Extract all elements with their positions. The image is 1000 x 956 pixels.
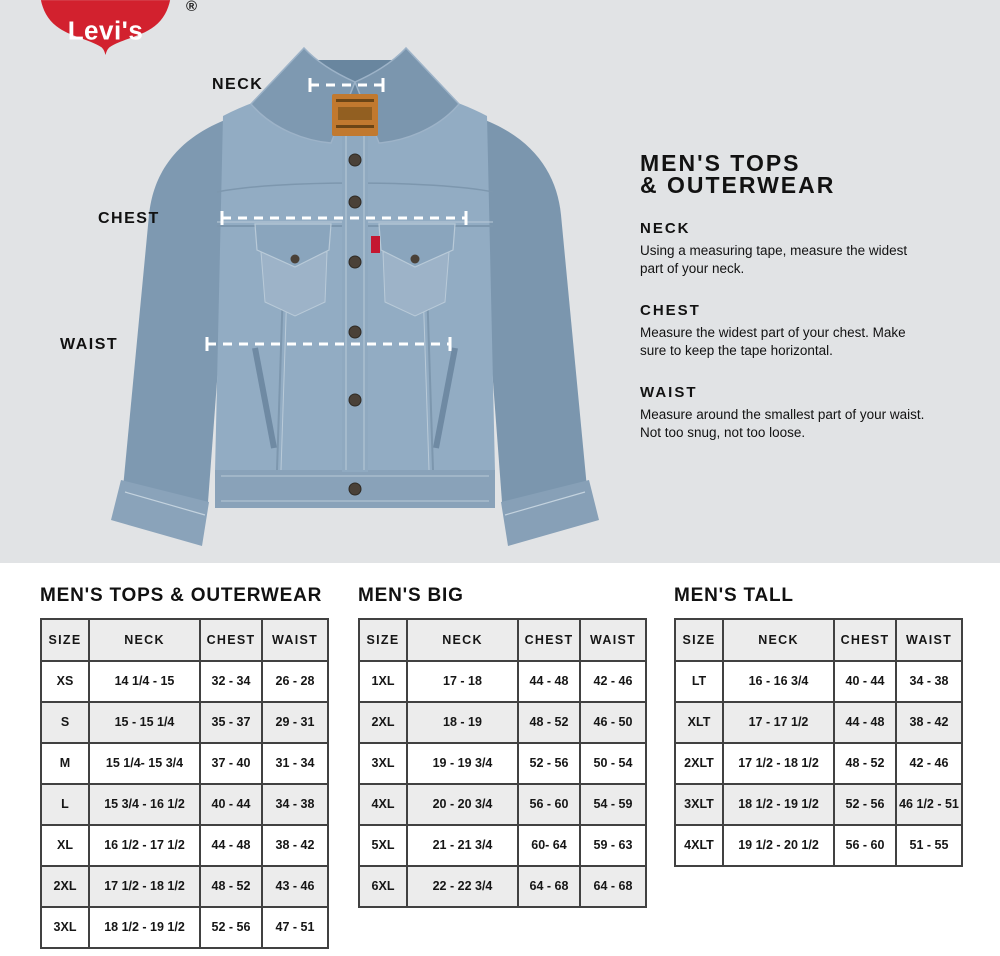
size-row: [359, 743, 646, 784]
table-block-big: [358, 585, 647, 908]
size-cell: 17 - 18: [407, 661, 518, 702]
chest-diagram-label: CHEST: [98, 210, 160, 227]
guide-waist-body: Measure around the smallest part of your waist. Not too snug, not too loose.: [640, 407, 925, 440]
guide-neck-body: Using a measuring tape, measure the widest part of your neck.: [640, 243, 908, 276]
size-cell: 15 1/4- 15 3/4: [89, 743, 200, 784]
size-cell: 22 - 22 3/4: [407, 866, 518, 907]
size-cell: 20 - 20 3/4: [407, 784, 518, 825]
size-cell: XS: [41, 661, 89, 702]
size-row: [359, 825, 646, 866]
waist-diagram-label: WAIST: [60, 336, 119, 353]
size-cell: 52 - 56: [200, 907, 262, 948]
size-cell: 46 1/2 - 51: [896, 784, 962, 825]
column-header: CHEST: [834, 619, 896, 661]
size-cell: 52 - 56: [518, 743, 580, 784]
size-cell: 44 - 48: [518, 661, 580, 702]
size-row: [41, 784, 328, 825]
table-block-tops-outerwear: [40, 585, 329, 949]
size-cell: 5XL: [359, 825, 407, 866]
guide-section-waist: [640, 384, 940, 442]
measuring-guide: [640, 152, 940, 442]
leather-patch-icon: [332, 94, 378, 136]
size-cell: 3XLT: [675, 784, 723, 825]
size-cell: 26 - 28: [262, 661, 328, 702]
size-cell: 43 - 46: [262, 866, 328, 907]
column-header: WAIST: [262, 619, 328, 661]
size-cell: 47 - 51: [262, 907, 328, 948]
size-cell: 48 - 52: [518, 702, 580, 743]
size-cell: 56 - 60: [834, 825, 896, 866]
size-cell: 60- 64: [518, 825, 580, 866]
size-table-tops-outerwear: [40, 618, 329, 949]
size-cell: 48 - 52: [200, 866, 262, 907]
size-cell: 64 - 68: [518, 866, 580, 907]
registered-trademark: ®: [186, 0, 198, 15]
column-header: SIZE: [41, 619, 89, 661]
size-cell: 54 - 59: [580, 784, 646, 825]
size-cell: 34 - 38: [262, 784, 328, 825]
size-cell: XLT: [675, 702, 723, 743]
size-cell: 50 - 54: [580, 743, 646, 784]
size-cell: 64 - 68: [580, 866, 646, 907]
column-header: SIZE: [359, 619, 407, 661]
column-header: NECK: [723, 619, 834, 661]
size-cell: 52 - 56: [834, 784, 896, 825]
header-row: [675, 619, 962, 661]
size-cell: 59 - 63: [580, 825, 646, 866]
guide-waist-heading: WAIST: [640, 384, 698, 401]
guide-title-line2: & OUTERWEAR: [640, 172, 836, 198]
size-cell: 42 - 46: [896, 743, 962, 784]
size-cell: M: [41, 743, 89, 784]
size-cell: 18 - 19: [407, 702, 518, 743]
size-cell: 4XL: [359, 784, 407, 825]
size-cell: 40 - 44: [200, 784, 262, 825]
size-cell: 29 - 31: [262, 702, 328, 743]
guide-title: [640, 152, 940, 196]
size-cell: 19 - 19 3/4: [407, 743, 518, 784]
size-cell: 18 1/2 - 19 1/2: [723, 784, 834, 825]
size-cell: 16 - 16 3/4: [723, 661, 834, 702]
size-cell: 31 - 34: [262, 743, 328, 784]
size-cell: 42 - 46: [580, 661, 646, 702]
table-title: MEN'S BIG: [358, 585, 464, 606]
size-cell: 15 - 15 1/4: [89, 702, 200, 743]
column-header: CHEST: [200, 619, 262, 661]
size-cell: 1XL: [359, 661, 407, 702]
size-cell: 44 - 48: [200, 825, 262, 866]
guide-title-line1: MEN'S TOPS: [640, 150, 801, 176]
size-cell: LT: [675, 661, 723, 702]
size-row: [41, 661, 328, 702]
size-cell: 56 - 60: [518, 784, 580, 825]
size-cell: 37 - 40: [200, 743, 262, 784]
size-cell: 51 - 55: [896, 825, 962, 866]
size-cell: 3XL: [41, 907, 89, 948]
size-row: [675, 661, 962, 702]
size-cell: 21 - 21 3/4: [407, 825, 518, 866]
guide-neck-heading: NECK: [640, 220, 691, 237]
size-row: [359, 702, 646, 743]
table-title: MEN'S TOPS & OUTERWEAR: [40, 585, 323, 606]
size-cell: 14 1/4 - 15: [89, 661, 200, 702]
column-header: SIZE: [675, 619, 723, 661]
guide-section-chest: [640, 302, 940, 360]
table-title: MEN'S TALL: [674, 585, 794, 606]
size-cell: 17 1/2 - 18 1/2: [723, 743, 834, 784]
size-row: [359, 661, 646, 702]
size-cell: 34 - 38: [896, 661, 962, 702]
size-row: [41, 702, 328, 743]
size-cell: 2XLT: [675, 743, 723, 784]
table-block-tall: [674, 585, 963, 867]
column-header: WAIST: [896, 619, 962, 661]
size-cell: 2XL: [359, 702, 407, 743]
size-cell: S: [41, 702, 89, 743]
size-cell: XL: [41, 825, 89, 866]
size-cell: 2XL: [41, 866, 89, 907]
size-cell: L: [41, 784, 89, 825]
size-table-tall: [674, 618, 963, 867]
column-header: NECK: [407, 619, 518, 661]
size-cell: 48 - 52: [834, 743, 896, 784]
guide-section-neck: [640, 220, 940, 278]
size-row: [359, 866, 646, 907]
guide-chest-body: Measure the widest part of your chest. Make sure to keep the tape horizontal.: [640, 325, 906, 358]
size-cell: 32 - 34: [200, 661, 262, 702]
size-cell: 3XL: [359, 743, 407, 784]
size-cell: 19 1/2 - 20 1/2: [723, 825, 834, 866]
size-cell: 17 - 17 1/2: [723, 702, 834, 743]
column-header: WAIST: [580, 619, 646, 661]
guide-chest-heading: CHEST: [640, 302, 701, 319]
size-row: [359, 784, 646, 825]
neck-diagram-label: NECK: [212, 76, 264, 93]
column-header: NECK: [89, 619, 200, 661]
size-cell: 16 1/2 - 17 1/2: [89, 825, 200, 866]
size-row: [675, 702, 962, 743]
size-row: [675, 743, 962, 784]
size-cell: 6XL: [359, 866, 407, 907]
size-cell: 35 - 37: [200, 702, 262, 743]
header-row: [41, 619, 328, 661]
size-cell: 18 1/2 - 19 1/2: [89, 907, 200, 948]
size-cell: 40 - 44: [834, 661, 896, 702]
size-row: [41, 743, 328, 784]
size-table-big: [358, 618, 647, 908]
size-tables-section: [0, 563, 1000, 956]
size-row: [41, 907, 328, 948]
denim-jacket-photo: [105, 40, 605, 560]
size-cell: 17 1/2 - 18 1/2: [89, 866, 200, 907]
size-cell: 46 - 50: [580, 702, 646, 743]
svg-text:Levi's: Levi's: [67, 15, 144, 46]
red-tab-icon: [371, 236, 380, 253]
column-header: CHEST: [518, 619, 580, 661]
size-cell: 44 - 48: [834, 702, 896, 743]
size-row: [675, 784, 962, 825]
size-cell: 4XLT: [675, 825, 723, 866]
size-cell: 38 - 42: [896, 702, 962, 743]
header-row: [359, 619, 646, 661]
size-cell: 15 3/4 - 16 1/2: [89, 784, 200, 825]
size-row: [675, 825, 962, 866]
size-row: [41, 866, 328, 907]
size-row: [41, 825, 328, 866]
size-cell: 38 - 42: [262, 825, 328, 866]
